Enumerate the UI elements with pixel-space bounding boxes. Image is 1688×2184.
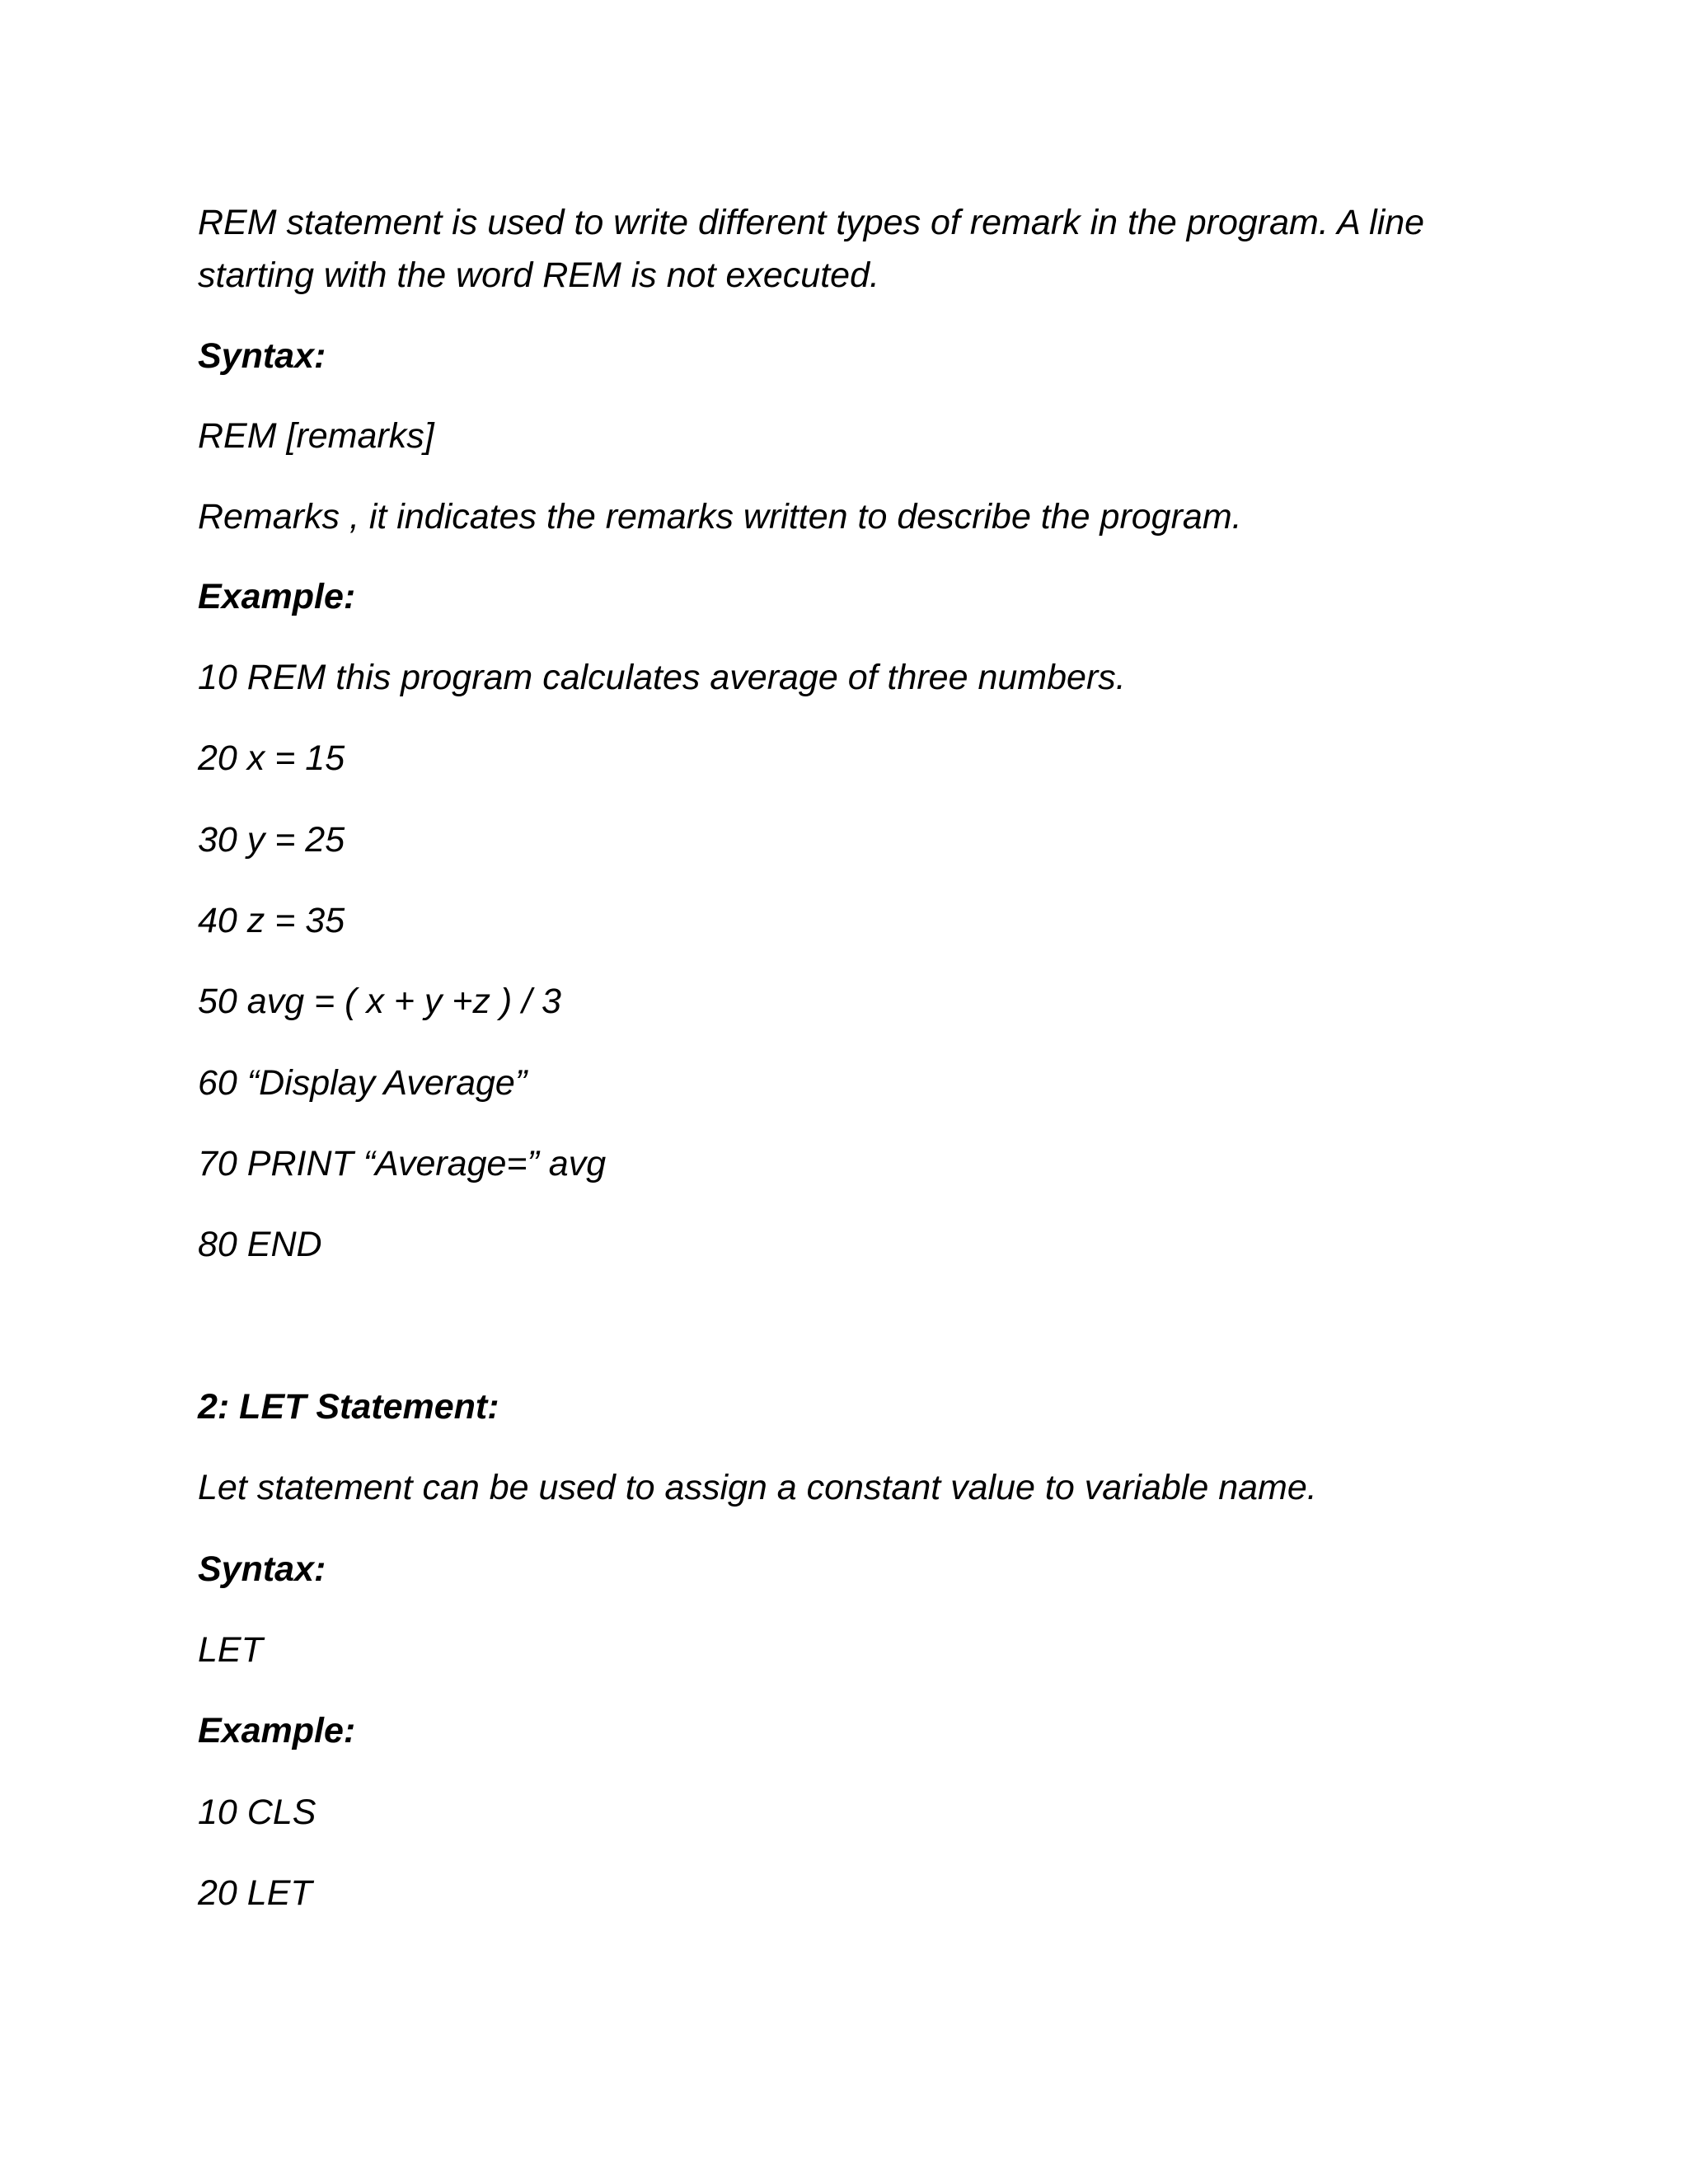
rem-example-line: 50 avg = ( x + y +z ) / 3 xyxy=(198,982,561,1021)
let-syntax-heading: Syntax: xyxy=(198,1549,326,1589)
rem-example-line: 20 x = 15 xyxy=(198,738,345,778)
let-example-heading: Example: xyxy=(198,1711,356,1750)
rem-example-line: 60 “Display Average” xyxy=(198,1063,528,1103)
let-example-line: 20 LET xyxy=(198,1873,312,1913)
rem-example-line: 80 END xyxy=(198,1225,322,1264)
let-example-line: 10 CLS xyxy=(198,1793,316,1832)
rem-example-line: 10 REM this program calculates average of three numbers. xyxy=(198,658,1126,697)
let-syntax: LET xyxy=(198,1630,263,1670)
rem-example-line: 30 y = 25 xyxy=(198,820,345,860)
rem-example-line: 70 PRINT “Average=” avg xyxy=(198,1144,607,1183)
let-section-heading: 2: LET Statement: xyxy=(198,1387,499,1427)
rem-example-line: 40 z = 35 xyxy=(198,901,345,940)
rem-intro-line-2: starting with the word REM is not executed. xyxy=(198,255,879,295)
rem-syntax-heading: Syntax: xyxy=(198,336,326,376)
rem-example-heading: Example: xyxy=(198,577,356,616)
let-description: Let statement can be used to assign a constant value to variable name. xyxy=(198,1468,1317,1507)
rem-intro-line-1: REM statement is used to write different types of remark in the program. A line xyxy=(198,203,1425,242)
rem-syntax: REM [remarks] xyxy=(198,416,434,456)
rem-remarks-description: Remarks , it indicates the remarks written to describe the program. xyxy=(198,497,1242,537)
